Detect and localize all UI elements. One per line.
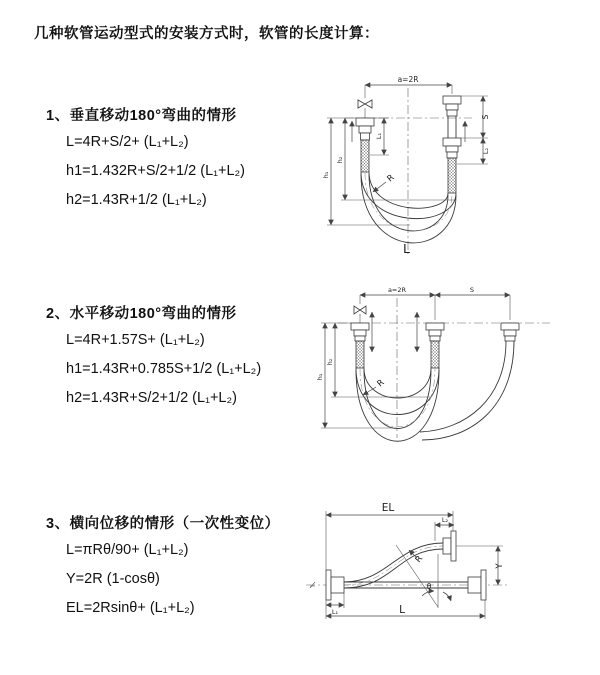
dim-label-l1: L₁ <box>375 132 383 140</box>
dimension-s <box>435 286 510 295</box>
section-vertical-movement <box>46 104 245 215</box>
hose-bend <box>356 368 439 441</box>
dim-label-l2: L₂ <box>441 516 449 524</box>
left-flange <box>326 570 344 600</box>
middle-hose-fitting <box>426 323 444 368</box>
dim-label-h1: h₁ <box>316 373 324 381</box>
formula-el: EL=2Rsinθ+ (L₁+L₂) <box>66 600 195 616</box>
formula-h2: h2=1.43R+1/2 (L₁+L₂) <box>66 192 207 208</box>
section-2-formulas <box>66 326 261 413</box>
hose-bend <box>361 172 456 243</box>
left-hose-fitting <box>351 323 369 368</box>
diagram-vertical-180-bend <box>300 60 590 260</box>
formula-l: L=πRθ/90+ (L₁+L₂) <box>66 542 189 558</box>
section-1-heading: 1、垂直移动180°弯曲的情形 <box>46 108 237 124</box>
formula-h2: h2=1.43R+S/2+1/2 (L₁+L₂) <box>66 390 237 406</box>
left-hose-fitting <box>356 118 374 172</box>
formula-h1: h1=1.43R+0.785S+1/2 (L₁+L₂) <box>66 361 262 377</box>
angle-label: θ <box>426 582 432 591</box>
diagram-horizontal-180-bend <box>300 280 590 455</box>
section-1-formulas <box>66 128 245 215</box>
dim-label-l1: L₁ <box>331 608 339 616</box>
dimension-a-2r <box>365 75 452 98</box>
section-3-formulas <box>66 536 280 623</box>
centerlines <box>338 298 550 438</box>
dimension-el <box>326 502 453 570</box>
valve-icon <box>358 100 372 118</box>
dimension-l2 <box>457 138 490 164</box>
dim-label-l2: L₂ <box>482 147 490 155</box>
dim-label-l: L <box>399 604 405 616</box>
dimension-l <box>326 600 485 619</box>
radius-label: R <box>375 377 387 390</box>
dimension-a-2r <box>360 286 510 320</box>
right-hose-fitting-upper <box>443 96 461 138</box>
dim-label-a2r: a=2R <box>387 286 407 294</box>
formula-h1: h1=1.432R+S/2+1/2 (L₁+L₂) <box>66 163 246 179</box>
dim-label-s: S <box>481 114 490 120</box>
elevated-flange <box>443 531 456 561</box>
section-3-heading: 3、横向位移的情形（一次性变位） <box>46 516 280 532</box>
formula-l: L=4R+S/2+ (L₁+L₂) <box>66 134 189 150</box>
section-2-heading: 2、水平移动180°弯曲的情形 <box>46 306 237 322</box>
section-lateral-displacement <box>46 512 280 623</box>
right-hose-fitting <box>501 323 519 341</box>
section-horizontal-movement <box>46 302 261 413</box>
radius-label: R <box>413 553 426 565</box>
valve-icon <box>354 306 366 323</box>
dim-label-a2r: a=2R <box>397 75 419 84</box>
length-label: L <box>403 241 410 256</box>
radius-label: R <box>385 172 397 185</box>
dim-label-h2: h₂ <box>336 156 344 164</box>
dim-label-h1: h₁ <box>322 171 330 179</box>
diagram-lateral-displacement <box>298 495 598 640</box>
dimension-h1-h2 <box>322 118 455 225</box>
dim-label-y: Y <box>495 563 505 569</box>
right-hose-fitting-lower <box>443 138 461 193</box>
formula-l: L=4R+1.57S+ (L₁+L₂) <box>66 332 205 348</box>
dim-label-s: S <box>469 286 475 294</box>
dim-label-el: EL <box>381 502 395 514</box>
right-flange-original <box>468 570 486 600</box>
radius-callout <box>373 173 397 192</box>
dim-label-h2: h₂ <box>326 358 334 366</box>
formula-y: Y=2R (1-cosθ) <box>66 571 160 587</box>
page-title: 几种软管运动型式的安装方式时，软管的长度计算： <box>34 26 379 42</box>
movement-arrows <box>372 312 417 352</box>
